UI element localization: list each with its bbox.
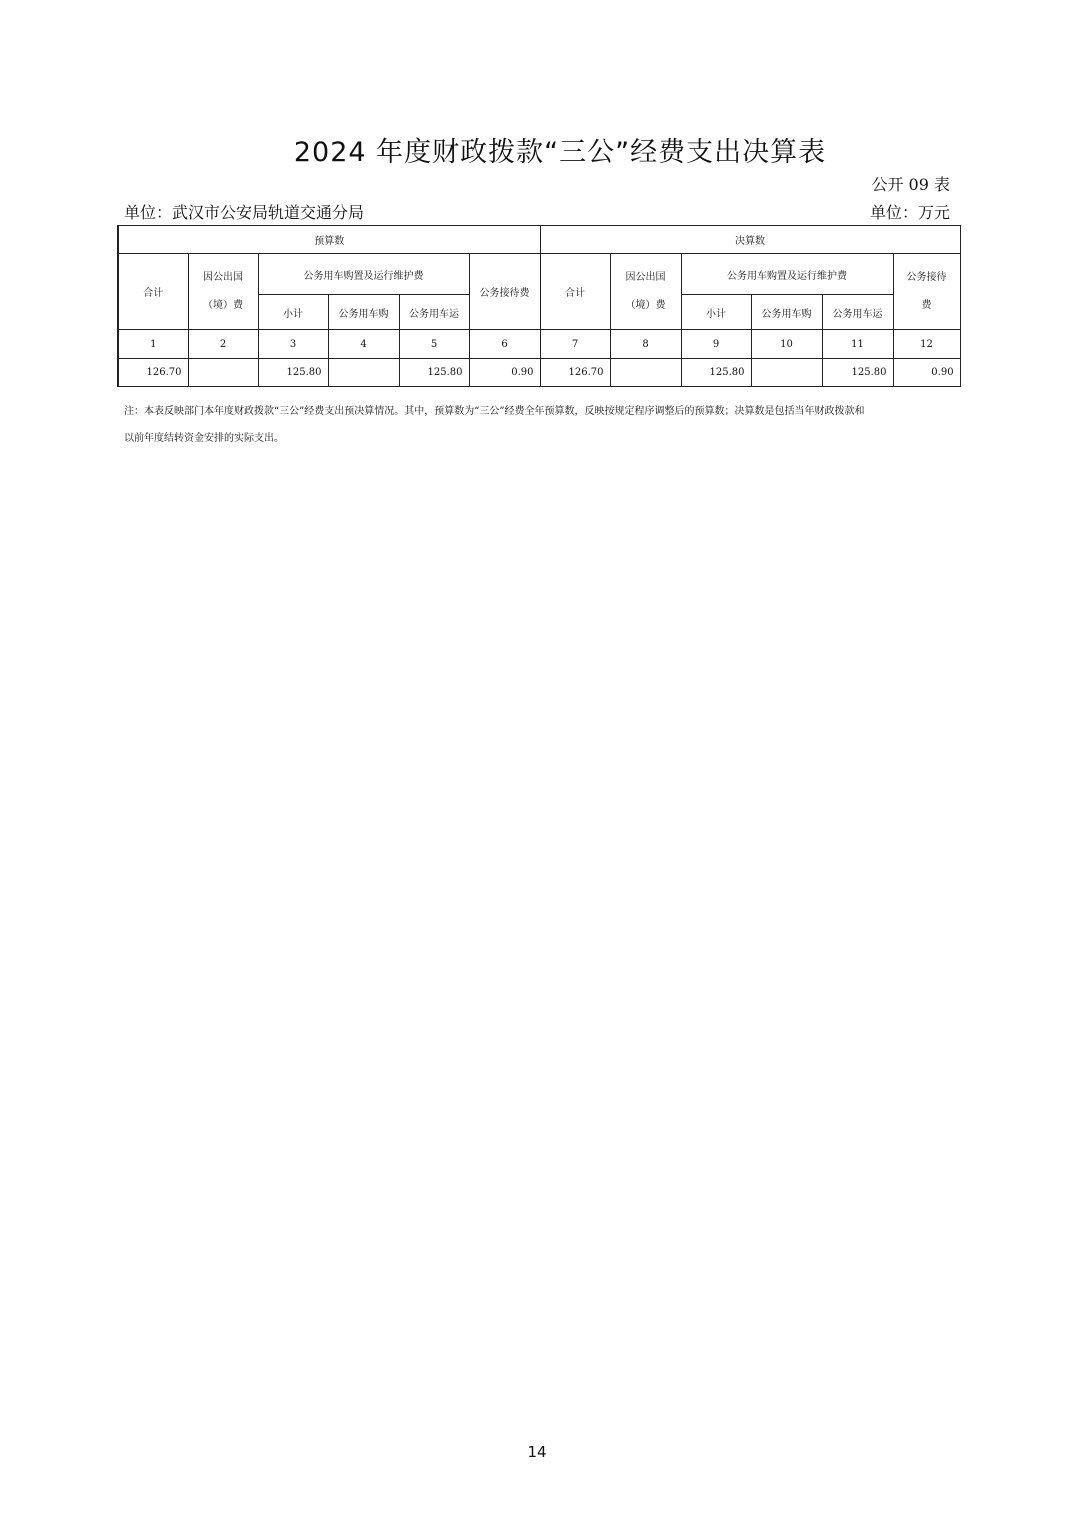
budget-abroad-line2: （境）费 — [203, 299, 243, 311]
column-number: 5 — [399, 330, 469, 359]
value-cell: 126.70 — [540, 359, 610, 387]
budget-vehicle-purchase-header: 公务用车购 — [328, 295, 399, 330]
budget-subtotal-header: 小计 — [258, 295, 328, 330]
column-number: 11 — [822, 330, 893, 359]
final-reception-line1: 公务接待 — [906, 271, 947, 283]
final-total-header: 合计 — [540, 254, 610, 330]
budget-reception-header: 公务接待费 — [469, 254, 540, 330]
column-number: 10 — [751, 330, 822, 359]
final-vehicle-header: 公务用车购置及运行维护费 — [681, 254, 893, 295]
column-number-row — [118, 330, 960, 359]
note-line-1: 注：本表反映部门本年度财政拨款“三公”经费支出预决算情况。其中，预算数为“三公”经费全年预算数，反映按规定程序调整后的预算数；决算数是包括当年财政拨款和 — [124, 406, 865, 417]
value-cell — [751, 359, 822, 387]
column-number: 1 — [118, 330, 188, 359]
value-cell: 125.80 — [681, 359, 751, 387]
page-number: 14 — [527, 1443, 547, 1461]
budget-abroad-header — [188, 254, 258, 330]
value-cell: 125.80 — [822, 359, 893, 387]
column-number: 6 — [469, 330, 540, 359]
unit-organization: 单位：武汉市公安局轨道交通分局 — [124, 203, 365, 222]
budget-vehicle-run-header: 公务用车运 — [399, 295, 469, 330]
group-header-row — [118, 226, 960, 254]
final-abroad-line2: （境）费 — [625, 299, 666, 311]
expense-table — [117, 225, 961, 387]
table-note — [124, 398, 954, 452]
column-number: 3 — [258, 330, 328, 359]
column-number: 4 — [328, 330, 399, 359]
final-reception-header — [893, 254, 960, 330]
value-cell: 125.80 — [258, 359, 328, 387]
unit-currency: 单位：万元 — [869, 203, 950, 222]
value-cell: 0.90 — [469, 359, 540, 387]
value-cell — [328, 359, 399, 387]
header-row-1 — [118, 254, 960, 295]
budget-vehicle-header: 公务用车购置及运行维护费 — [258, 254, 469, 295]
value-cell — [188, 359, 258, 387]
form-number: 公开 09 表 — [871, 175, 950, 194]
column-number: 8 — [610, 330, 681, 359]
column-number: 7 — [540, 330, 610, 359]
budget-group-header: 预算数 — [118, 226, 540, 254]
page-title: 2024 年度财政拨款“三公”经费支出决算表 — [293, 137, 827, 168]
value-cell: 126.70 — [118, 359, 188, 387]
value-cell — [610, 359, 681, 387]
final-abroad-line1: 因公出国 — [625, 271, 666, 283]
value-row — [118, 359, 960, 387]
final-vehicle-run-header: 公务用车运 — [822, 295, 893, 330]
final-group-header: 决算数 — [540, 226, 960, 254]
final-reception-line2: 费 — [921, 299, 932, 311]
value-cell: 0.90 — [893, 359, 960, 387]
budget-total-header: 合计 — [118, 254, 188, 330]
note-line-2: 以前年度结转资金安排的实际支出。 — [124, 433, 284, 444]
column-number: 9 — [681, 330, 751, 359]
column-number: 12 — [893, 330, 960, 359]
final-vehicle-purchase-header: 公务用车购 — [751, 295, 822, 330]
final-abroad-header — [610, 254, 681, 330]
final-subtotal-header: 小计 — [681, 295, 751, 330]
budget-abroad-line1: 因公出国 — [203, 271, 243, 283]
value-cell: 125.80 — [399, 359, 469, 387]
column-number: 2 — [188, 330, 258, 359]
